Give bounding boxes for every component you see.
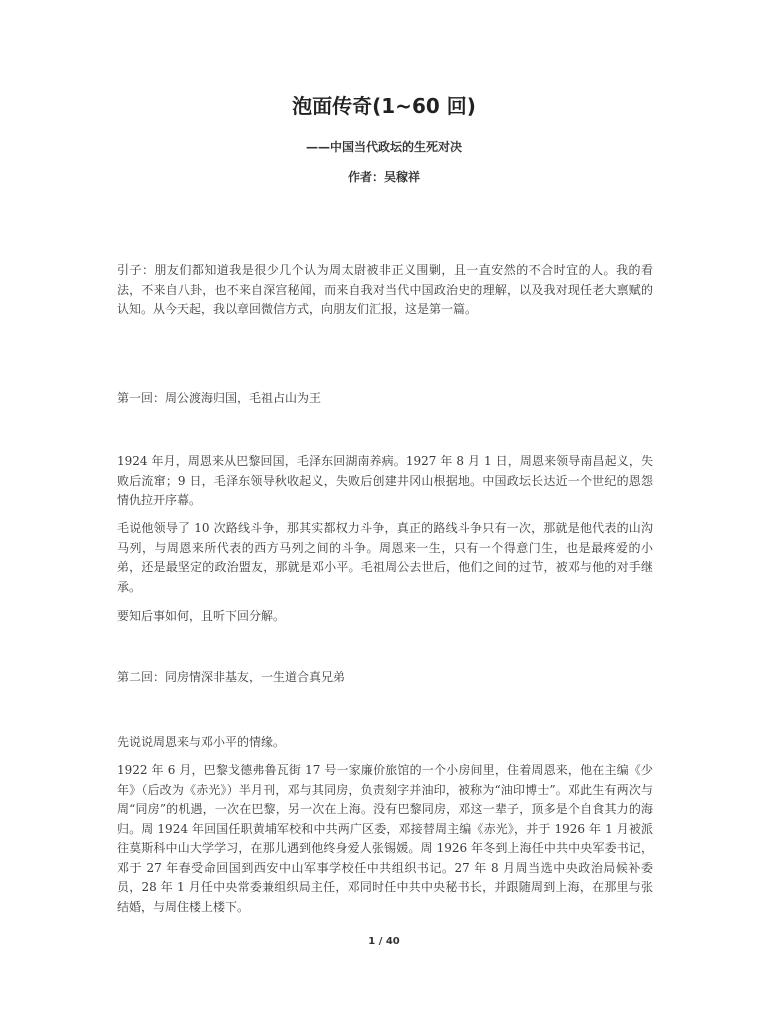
page-number: 1 / 40 [368,936,400,947]
chapter-heading-1: 第一回：周公渡海归国，毛祖占山为王 [117,391,322,405]
paragraph: 要知后事如何，且听下回分解。 [117,609,286,623]
paragraph: 先说说周恩来与邓小平的情缘。 [117,735,286,749]
document-subtitle: ——中国当代政坛的生死对决 [305,140,462,154]
chapter-heading-2: 第二回：同房情深非基友，一生道合真兄弟 [117,670,346,684]
document-title: 泡面传奇(1~60 回) [292,94,476,118]
document-author: 作者：吴稼祥 [347,170,420,184]
paragraph: 毛说他领导了 10 次路线斗争，那其实都权力斗争，真正的路线斗争只有一次，那就是他代表的山沟马列，与周恩来所代表的西方马列之间的斗争。周恩来一生，只有一个得意门生，也是最疼爱的小弟，还是最坚定的政治盟友，那就是邓小平。毛祖周公去世后，他们之间的过节，被邓与他的对手继承。 [117,521,653,594]
paragraph: 1922 年 6 月，巴黎戈德弗鲁瓦街 17 号一家廉价旅馆的一个小房间里，住着周恩来，他在主编《少年》（后改为《赤光》）半月刊，邓与其同房，负责刻字并油印，被称为“油印博士”。邓此生有两次与周“同房”的机遇，一次在巴黎，另一次在上海。没有巴黎同房，邓这一辈子，顶多是个自食其力的海归。周 1924 年回国任职黄埔军校和中共两广区委，邓接替周主编《赤光》，并于 1926 年 1 月被派往莫斯科中山大学学习，在那儿遇到他终身爱人张锡媛。周 1926 年冬到上海任中共中央军委书记，邓于 27 年春受命回国到西安中山军事学校任中共组织书记。27 年 8 月周当选中央政治局候补委员，28 年 1 月任中央常委兼组织局主任，邓同时任中共中央秘书长，并跟随周到上海，在那里与张结婚，与周住楼上楼下。 [117,763,653,914]
paragraph-intro: 引子：朋友们都知道我是很少几个认为周太尉被非正义围剿，且一直安然的不合时宜的人。我的看法，不来自八卦，也不来自深宫秘闻，而来自我对当代中国政治史的理解，以及我对现任老大禀赋的认知。从今天起，我以章回微信方式，向朋友们汇报，这是第一篇。 [117,263,653,316]
paragraph: 1924 年月，周恩来从巴黎回国，毛泽东回湖南养病。1927 年 8 月 1 日，周恩来领导南昌起义，失败后流窜；9 日，毛泽东领导秋收起义，失败后创建井冈山根据地。中国政坛长达近一个世纪的恩怨情仇拉开序幕。 [117,454,653,507]
